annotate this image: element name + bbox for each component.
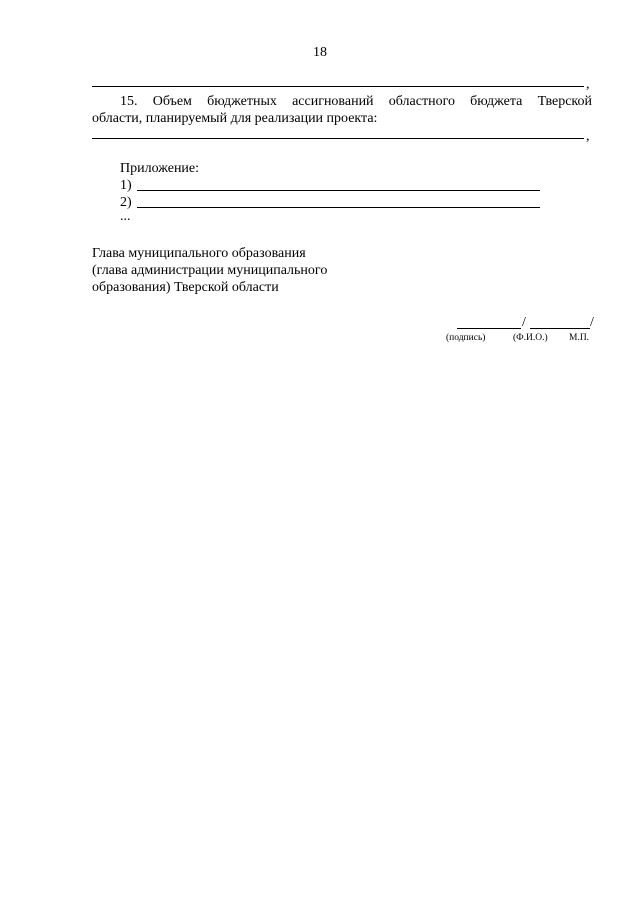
appendix-item-1-blank [137, 190, 540, 191]
item-15-line-2: области, планируемый для реализации проекта: [92, 111, 378, 126]
page-number: 18 [313, 45, 327, 60]
signature-blank [457, 328, 521, 329]
line-end-mark: , [586, 77, 590, 92]
appendix-ellipsis: ... [120, 209, 131, 224]
appendix-title: Приложение: [120, 161, 200, 176]
name-separator: / [590, 315, 594, 330]
signatory-line-1: Глава муниципального образования [92, 246, 306, 261]
blank-line-top [92, 86, 584, 87]
appendix-item-2-number: 2) [120, 195, 132, 210]
label-signature: (подпись) [446, 333, 486, 343]
name-blank [530, 328, 590, 329]
signatory-line-3: образования) Тверской области [92, 280, 279, 295]
blank-line-budget [92, 138, 584, 139]
appendix-item-1-number: 1) [120, 178, 132, 193]
label-name: (Ф.И.О.) [513, 333, 548, 343]
label-stamp: М.П. [569, 333, 590, 343]
signature-separator: / [522, 315, 526, 330]
signatory-line-2: (глава администрации муниципального [92, 263, 328, 278]
line-end-mark: , [586, 129, 590, 144]
appendix-item-2-blank [137, 207, 540, 208]
item-15-line-1: 15. Объем бюджетных ассигнований областного бюджета Тверской [120, 94, 592, 109]
